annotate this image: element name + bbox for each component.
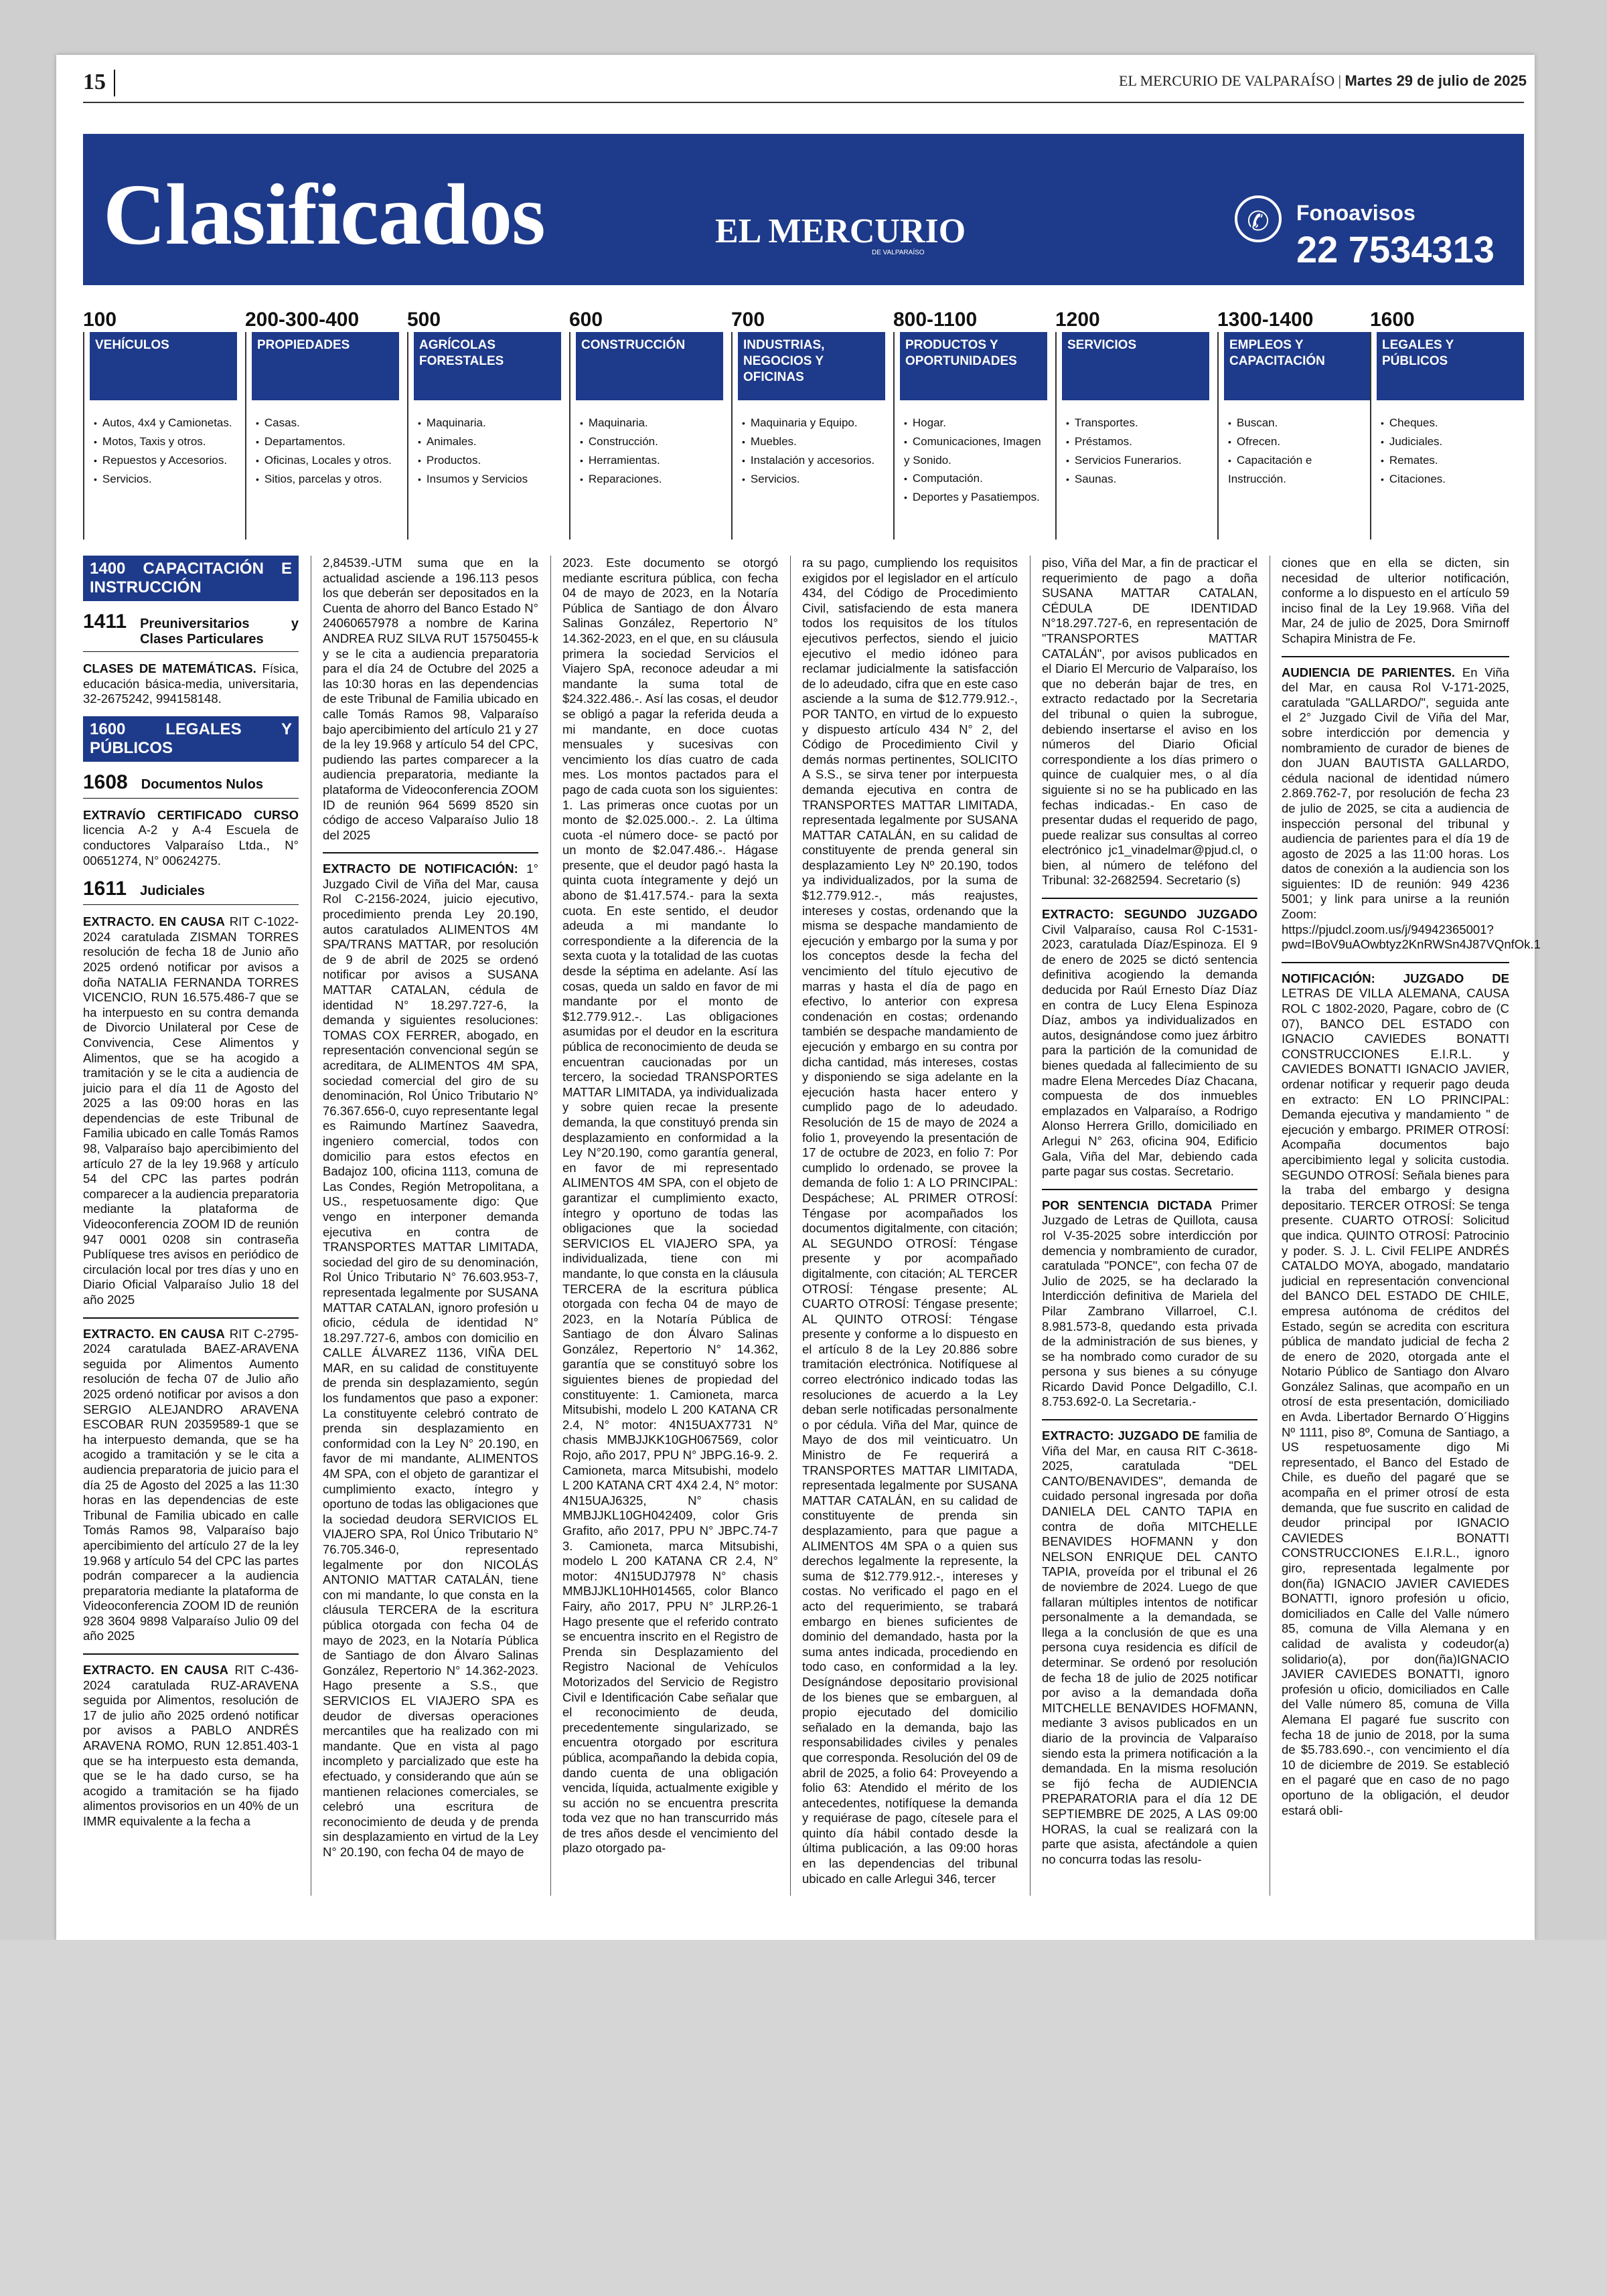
section-divider xyxy=(1055,332,1057,540)
section-item: • Sitios, parcelas y otros. xyxy=(256,470,399,489)
section-items xyxy=(1228,414,1371,488)
legal-notice: 2,84539.-UTM suma que en la actualidad asciende a 196.113 pesos los que deberán ser depositados en la Cuenta de ahorro del Banco Estado N° 24060657978 a nombre de Karina ANDREA RUZ SILVA RUT 15750455-k y se le cita a audiencia preparatoria para el día 24 de Octubre del 2025 a las 10:30 horas en las dependencias de este Tribunal de Familia ubicado en calle Tomás Ramos 98, Valparaíso bajo apercibimiento del artículo 21 y 27 de la ley 19.968 y artículo 54 del CPC, pudiendo las partes comparecer a la audiencia preparatoria, mediante la plataforma de Videoconferencia ZOOM ID de reunión 964 5699 8520 sin código de acceso Valparaíso Julio 18 del 2025 xyxy=(323,556,538,842)
section-item: • Maquinaria. xyxy=(418,414,561,432)
notice-text: Civil Valparaíso, causa Rol C-1531-2023, caratulada Díaz/Espinoza. El 9 de enero de 2025 se dictó sentencia definitiva acogiendo la demanda deducida por Raúl Ernesto Díaz Díaz en contra de Lucy Elena Espinoza Díaz, ambos ya individualizados en autos, designándose como juez árbitro para la partición de la comunidad de bienes quedada al fallecimiento de su madre Elena Mercedes Díaz Chacana, compuesta de dos inmuebles emplazados en Valparaíso, a Rodrigo Alonso Herrera Grillo, domiciliado en Arlegui N° 263, oficina 904, Edificio Gala, Viña del Mar, debiendo cada parte pagar sus costas. Secretario. xyxy=(1042,922,1257,1179)
column-rule xyxy=(550,556,551,1896)
section-agricolas xyxy=(407,308,561,489)
notice-divider xyxy=(1042,1419,1257,1420)
section-construccion xyxy=(569,308,723,489)
section-code: 200-300-400 xyxy=(245,309,360,331)
legal-notice xyxy=(1042,1198,1257,1410)
section-name: LEGALES Y PÚBLICOS xyxy=(1377,332,1524,400)
section-item: • Productos. xyxy=(418,451,561,470)
section-item: • Cheques. xyxy=(1381,414,1524,432)
issue-date: Martes 29 de julio de 2025 xyxy=(1345,72,1527,89)
column-rule xyxy=(790,556,791,1896)
section-divider xyxy=(245,332,246,540)
section-divider xyxy=(1370,332,1371,540)
section-item: • Oficinas, Locales y otros. xyxy=(256,451,399,470)
section-item: • Comunicaciones, Imagen y Sonido. xyxy=(904,432,1047,469)
notice-text: RIT C-436-2024 caratulada RUZ-ARAVENA seguida por Alimentos, resolución de 17 de julio año 2025 ordenó notificar por avisos a PABLO ANDRÉS ARAVENA ROMO, RUN 12.851.403-1 que se ha interpuesto esta demanda, que se le ha dado curso, se ha acogido a tramitación se ha fijado alimentos provisorios en un 40% de un IMMR equivalente a la fecha a xyxy=(83,1663,299,1828)
section-code: 700 xyxy=(731,309,765,331)
section-name: AGRÍCOLAS FORESTALES xyxy=(414,332,561,400)
section-code: 1200 xyxy=(1055,309,1100,331)
section-item: • Herramientas. xyxy=(580,451,723,470)
ad-lead: EXTRAVÍO CERTIFICADO CURSO xyxy=(83,807,299,822)
section-empleos xyxy=(1217,308,1371,488)
column-6 xyxy=(1282,556,1541,1896)
section-item: • Instalación y accesorios. xyxy=(742,451,885,470)
classified-ad xyxy=(83,808,299,868)
subcategory-header xyxy=(83,878,299,905)
category-header: 1400 CAPACITACIÓN E INSTRUCCIÓN xyxy=(83,556,299,601)
newspaper-name: EL MERCURIO DE VALPARAÍSO xyxy=(1119,72,1335,89)
subcategory-code: 1608 xyxy=(83,770,128,793)
notice-text: 1° Juzgado Civil de Viña del Mar, causa Rol C-2156-2024, juicio ejecutivo, procedimiento prenda Ley 20.190, autos caratulados ALIMENTOS 4M SPA/TRANS MATTAR, por resolución de 9 de abril de 2025 se ordenó notificar por avisos a SUSANA MATTAR CATALAN, cédula de identidad N° 18.297.727-6, la demanda y siguientes resoluciones: TOMAS COX FERRER, abogado, en representación convencional según se acreditara, de ALIMENTOS 4M SPA, sociedad comercial del giro de su denominación, Rol Único Tributario N° 76.367.656-0, cuyo representante legal es Raimundo Martínez Saavedra, ingeniero comercial, todos con domicilio para estos efectos en Badajoz 100, oficina 1113, comuna de Las Condes, Región Metropolitana, a US., respetuosamente digo: Que vengo en interponer demanda ejecutiva en contra de TRANSPORTES MATTAR LIMITADA, sociedad del giro de su denominación, Rol Único Tributario N° 76.603.953-7, representada legalmente por SUSANA MATTAR CATALAN, ignoro profesión u oficio, cédula de identidad N° 18.297.727-6, ambos con domicilio en CALLE ÁLVAREZ 1136, VIÑA DEL MAR, en su calidad de constituyente de prenda sin desplazamiento, según los fundamentos que paso a exponer: La constituyente celebró contrato de prenda sin desplazamiento en conformidad con la Ley N° 20.190, en favor de mi mandante, ALIMENTOS 4M SPA, con el objeto de garantizar el cumplimiento exacto, íntegro y oportuno de todas las obligaciones que la sociedad deudora SERVICIOS EL VIAJERO SPA, Rol Único Tributario N° 76.705.346-0, representado legalmente por don NICOLÁS ANTONIO MATTAR CATALÁN, tiene con mi mandante, lo que consta en la cláusula TERCERA de la escritura pública otorgada con fecha 04 de mayo de 2023, en la Notaría Pública de Santiago de don Álvaro Salinas González, Repertorio N° 14.362-2023. Hago presente a S.S., que SERVICIOS EL VIAJERO SPA es deudor de diversas operaciones mercantiles que ha realizado con mi mandante. Que en vista al pago incompleto y parcializado que este ha efectuado, y considerando que aún se mantienen relaciones comerciales, se celebró una escritura de reconocimiento de deuda y de prenda sin desplazamiento en virtud de la Ley N° 20.190, con fecha 04 de mayo de xyxy=(323,862,538,1859)
section-item: • Hogar. xyxy=(904,414,1047,432)
section-items xyxy=(256,414,399,489)
category-header: 1600 LEGALES Y PÚBLICOS xyxy=(83,716,299,762)
column-2 xyxy=(323,556,538,1896)
notice-lead: EXTRACTO. EN CAUSA xyxy=(83,914,225,929)
section-items xyxy=(1066,414,1209,489)
legal-notice xyxy=(83,1327,299,1644)
section-item: • Construcción. xyxy=(580,432,723,451)
notice-divider xyxy=(323,852,538,853)
section-item: • Maquinaria. xyxy=(580,414,723,432)
section-name: PRODUCTOS Y OPORTUNIDADES xyxy=(900,332,1047,400)
notice-lead: EXTRACTO: JUZGADO DE xyxy=(1042,1428,1200,1443)
notice-divider xyxy=(83,1653,299,1655)
column-5 xyxy=(1042,556,1257,1896)
section-vehiculos xyxy=(83,308,237,489)
notice-lead: NOTIFICACIÓN: JUZGADO DE xyxy=(1282,971,1509,985)
section-item: • Maquinaria y Equipo. xyxy=(742,414,885,432)
legal-notice xyxy=(1282,971,1509,1818)
section-item: • Transportes. xyxy=(1066,414,1209,432)
section-item: • Insumos y Servicios xyxy=(418,470,561,489)
legal-notice xyxy=(1282,665,1541,953)
section-code: 800-1100 xyxy=(893,309,978,331)
section-code: 100 xyxy=(83,309,117,331)
section-item: • Autos, 4x4 y Camionetas. xyxy=(94,414,237,432)
section-code: 600 xyxy=(569,309,603,331)
section-item: • Computación. xyxy=(904,469,1047,488)
section-item: • Préstamos. xyxy=(1066,432,1209,451)
section-productos xyxy=(893,308,1047,507)
notice-divider xyxy=(1042,1189,1257,1190)
section-item: • Buscan. xyxy=(1228,414,1371,432)
newspaper-logo: EL MERCURIO xyxy=(715,212,966,250)
section-code: 1300-1400 xyxy=(1217,309,1314,331)
section-item: • Servicios. xyxy=(94,470,237,489)
legal-notice xyxy=(1042,1428,1257,1867)
legal-notice xyxy=(83,1663,299,1829)
phone-label: Fonoavisos xyxy=(1296,201,1415,225)
section-item: • Capacitación e Instrucción. xyxy=(1228,451,1371,488)
section-items xyxy=(904,414,1047,507)
section-divider xyxy=(893,332,895,540)
section-name: EMPLEOS Y CAPACITACIÓN xyxy=(1224,332,1371,400)
subcategory-title: Preuniversitarios y Clases Particulares xyxy=(140,617,299,647)
ad-lead: CLASES DE MATEMÁTICAS. xyxy=(83,661,256,675)
classifieds-banner xyxy=(83,134,1524,285)
section-item: • Remates. xyxy=(1381,451,1524,470)
section-name: CONSTRUCCIÓN xyxy=(576,332,723,400)
notice-lead: EXTRACTO. EN CAUSA xyxy=(83,1663,229,1677)
notice-lead: EXTRACTO DE NOTIFICACIÓN: xyxy=(323,862,518,876)
column-3 xyxy=(562,556,778,1896)
section-item: • Ofrecen. xyxy=(1228,432,1371,451)
page-number-divider xyxy=(114,70,115,96)
notice-divider xyxy=(83,1317,299,1319)
section-divider xyxy=(731,332,733,540)
section-item: • Judiciales. xyxy=(1381,432,1524,451)
notice-text: RIT C-1022-2024 caratulada ZISMAN TORRES resolución de fecha 18 de Junio año 2025 ordenó notificar por avisos a doña NATALIA FERNANDA TORRES VICENCIO, RUN 16.575.486-7 que se ha interpuesto en su contra demanda de Divorcio Unilateral por Cese de Convivencia, Cese Alimentos y Alimentos, que se ha acogido a tramitación y se le cita a audiencia de juicio para el día 11 de Agosto del 2025 a las 09:00 horas en las dependencias de este Tribunal de Familia ubicado en calle Tomás Ramos 98, Valparaíso bajo apercibimiento del artículo 27 de la ley 19.968 y artículo 54 del CPC las partes podrán comparecer a la audiencia preparatoria mediante la plataforma de Videoconferencia ZOOM ID de reunión 947 0001 0208 sin contraseña Publíquese tres avisos en periódico de circulación local por tres días y uno en Diario Oficial Valparaíso Julio 18 del año 2025 xyxy=(83,914,299,1307)
phone-icon: ✆ xyxy=(1235,195,1282,242)
notice-lead: AUDIENCIA DE PARIENTES. xyxy=(1282,665,1456,679)
newspaper-logo-sub: DE VALPARAÍSO xyxy=(872,249,925,256)
subcategory-header xyxy=(83,610,299,652)
section-name: INDUSTRIAS, NEGOCIOS Y OFICINAS xyxy=(738,332,885,400)
page-number: 15 xyxy=(83,70,106,94)
section-item: • Servicios Funerarios. xyxy=(1066,451,1209,470)
section-item: • Citaciones. xyxy=(1381,470,1524,489)
notice-text: En Viña del Mar, en causa Rol V-171-2025, caratulada "GALLARDO/", seguida ante el 2° Juzgado Civil de Viña del Mar, sobre interdicción por demencia y nombramiento de curador de bienes de don JUAN BAUTISTA GALLARDO, cédula nacional de identidad número 2.869.762-7, por resolución de fecha 23 de julio de 2025, se cita a audiencia de inspección personal del tribunal y audiencia de parientes para el día 19 de agosto de 2025 a las 11:00 horas. Los datos de conexión a la audiencia son los siguientes: ID de reunión: 949 4236 5001; y link para unirse a la reunión Zoom: https://pjudcl.zoom.us/j/94942365001?pwd=IBoV9uAOwbtyz2KnRWSn4J87VQnfOk.1 xyxy=(1282,665,1541,952)
classified-ad xyxy=(83,661,299,707)
notice-text: familia de Viña del Mar, en causa RIT C-3618-2025, caratulada "DEL CANTO/BENAVIDES", demanda de cuidado personal ingresada por doña DANIELA DEL CANTO TAPIA en contra de doña MITCHELLE BENAVIDES HOFMANN y don NELSON ENRIQUE DEL CANTO TAPIA, proveída por el tribunal el 26 de noviembre de 2024. Luego de que fallaran múltiples intentos de notificar personalmente a la demandada, se llega a la conclusión de que es una persona cuya residencia es difícil de determinar. Se ordenó por resolución de fecha 18 de julio de 2025 notificar por aviso a la demandada doña MITCHELLE BENAVIDES HOFMANN, mediante 3 avisos publicados en un diario de la provincia de Valparaíso siendo esta la primera notificación a la demandada. En la misma resolución se fijó fecha de AUDIENCIA PREPARATORIA para el día 12 DE SEPTIEMBRE DE 2025, A LAS 09:00 HORAS, la cual se realizará con la parte que asista, afectándole a quien no concurra todas las resolu- xyxy=(1042,1428,1257,1866)
section-item: • Motos, Taxis y otros. xyxy=(94,432,237,451)
section-items xyxy=(1381,414,1524,489)
subcategory-code: 1611 xyxy=(83,878,127,900)
phone-number: 22 7534313 xyxy=(1296,228,1495,270)
section-name: PROPIEDADES xyxy=(252,332,399,400)
section-item: • Saunas. xyxy=(1066,470,1209,489)
running-header: EL MERCURIO DE VALPARAÍSO | Martes 29 de julio de 2025 xyxy=(1119,72,1527,89)
section-divider xyxy=(569,332,570,540)
section-industrias xyxy=(731,308,885,489)
subcategory-code: 1411 xyxy=(83,610,127,633)
background-area xyxy=(0,1940,1607,2296)
section-item: • Deportes y Pasatiempos. xyxy=(904,488,1047,507)
section-divider xyxy=(407,332,408,540)
section-item: • Repuestos y Accesorios. xyxy=(94,451,237,470)
section-item: • Muebles. xyxy=(742,432,885,451)
legal-notice: piso, Viña del Mar, a fin de practicar el requerimiento de pago a doña SUSANA MATTAR CATALAN, CÉDULA DE IDENTIDAD N°18.297.727-6, en representación de "TRANSPORTES MATTAR CATALÁN", por avisos publicados en el Diario El Mercurio de Valparaíso, los que no deberán bajar de tres, en extracto redactado por la Secretaria del tribunal o quien la subrogue, debiendo insertarse el aviso en los números del Diario Oficial correspondiente a los días primero o quince de cualquier mes, o al día siguiente si no se ha publicado en las fechas indicadas.- En caso de presentar dudas el requerido de pago, puede realizar sus consultas al correo electrónico jc1_vinadelmar@pjud.cl, o bien, al número de teléfono del Tribunal: 32-2682594. Secretario (s) xyxy=(1042,556,1257,888)
section-code: 500 xyxy=(407,309,441,331)
section-items xyxy=(94,414,237,489)
notice-divider xyxy=(1282,656,1509,657)
section-item: • Casas. xyxy=(256,414,399,432)
ad-text: licencia A-2 y A-4 Escuela de conductores Valparaíso Ltda., N° 00651274, N° 00624275. xyxy=(83,823,299,868)
legal-notice: ciones que en ella se dicten, sin necesidad de ulterior notificación, conforme a lo dispuesto en el artículo 59 inciso final de la Ley 19.968. Viña del Mar, 24 de julio de 2025, Dora Smirnoff Schapira Ministra de Fe. xyxy=(1282,556,1509,645)
subcategory-header xyxy=(83,771,299,799)
legal-notice xyxy=(1042,907,1257,1179)
notice-lead: POR SENTENCIA DICTADA xyxy=(1042,1198,1213,1212)
section-propiedades xyxy=(245,308,399,489)
notice-text: RIT C-2795-2024 caratulada BAEZ-ARAVENA seguida por Alimentos Aumento resolución de fecha 07 de Julio año 2025 ordenó notificar por avisos a don SERGIO ALEJANDRO ARAVENA ESCOBAR RUN 20359589-1 que se ha interpuesto demanda, que se ha acogido a tramitación y se le cita a audiencia preparatoria de juicio para el día 25 de Agosto del 2025 a las 11:30 horas en las dependencias de este Tribunal de Familia ubicado en calle Tomás Ramos 98, Valparaíso bajo apercibimiento del artículo 27 de la ley 19.968 y artículo 54 del CPC las partes podrán comparecer a la audiencia preparatoria mediante la plataforma de Videoconferencia ZOOM ID de reunión 928 3604 9898 Valparaíso Julio 09 del año 2025 xyxy=(83,1326,299,1643)
subcategory-title: Documentos Nulos xyxy=(141,776,263,792)
section-item: • Servicios. xyxy=(742,470,885,489)
legal-notice: 2023. Este documento se otorgó mediante escritura pública, con fecha 04 de mayo de 2023, en la Notaría Pública de Santiago de don Álvaro Salinas González, Repertorio N° 14.362-2023, en el que, en su cláusula primera la sociedad Servicios el Viajero SpA, reconoce adeudar a mi mandante la suma total de $24.322.486.-. Así las cosas, el deudor se obligó a pagar la referida deuda a mi mandante, en doce cuotas mensuales y sucesivas con vencimiento los días cuatro de cada mes. Los montos pactados para el pago de cada cuota son los siguientes: 1. Las primeras once cuotas por un monto de $2.025.000.-. 2. La última cuota -el número doce- se pactó por un monto de $2.047.486.-. Hágase presente, que el deudor pagó hasta la quinta cuota íntegramente y dejó un abono de $1.417.574.- para la sexta cuota. En este sentido, el deudor adeuda a mi mandante lo correspondiente a la diferencia de la sexta cuota y la totalidad de las cuotas desde la séptima en adelante. Así las cosas, queda un saldo en favor de mi mandante por el monto de $12.779.912.-. Las obligaciones asumidas por el deudor en la escritura pública de reconocimiento de deuda se encuentran caucionadas por un tercero, la sociedad TRANSPORTES MATTAR LIMITADA, ya individualizada y sobre quien recae la presente demanda, la que constituyó prenda sin desplazamiento en conformidad a la Ley N°20.190, como garantía general, en favor de mi representado ALIMENTOS 4M SPA, con el objeto de garantizar el cumplimiento exacto, íntegro y oportuno de todas las obligaciones que la sociedad SERVICIOS EL VIAJERO SPA, ya individualizada, tiene con mi mandante, lo que consta en la cláusula TERCERA de la escritura pública otorgada con fecha 04 de mayo de 2023, en la Notaría Pública de Santiago de don Álvaro Salinas González, Repertorio N° 14.362, garantía que se constituyó sobre los siguientes bienes de propiedad del constituyente: 1. Camioneta, marca Mitsubishi, modelo L 200 KATANA CR 2.4, N° motor: 4N15UAX7731 N° chasis MMBJJKK10GH067569, color Rojo, año 2017, PPU N° JBPG.16-9. 2. Camioneta, marca Mitsubishi, modelo L 200 KATANA CRT 4X4 2.4, N° motor: 4N15UAJ6325, N° chasis MMBJJKL10GH042409, color Gris Grafito, año 2017, PPU N° JBPC.74-7 3. Camioneta, marca Mitsubishi, modelo L 200 KATANA CR 2.4, N° motor: 4N15UDJ7978 N° chasis MMBJJKL10HH014565, color Blanco Fairy, año 2017, PPU N° JLRP.26-1 Hago presente que el referido contrato se encuentra inscrito en el Registro de Prenda sin Desplazamiento del Registro Nacional de Vehículos Motorizados del Servicio de Registro Civil e Identificación Cabe señalar que el reconocimiento de deuda, precedentemente singularizado, se encuentra otorgado por escritura pública, acompañando la debida copia, dando cuenta de una obligación vencida, líquida, actualmente exigible y su acción no se encuentra prescrita toda vez que no han transcurrido más de tres años desde el vencimiento del plazo otorgado pa- xyxy=(562,556,778,1856)
section-item: • Animales. xyxy=(418,432,561,451)
section-item: • Reparaciones. xyxy=(580,470,723,489)
notice-divider xyxy=(1042,898,1257,899)
section-name: VEHÍCULOS xyxy=(90,332,237,400)
banner-title: Clasificados xyxy=(103,167,545,263)
section-divider xyxy=(1217,332,1219,540)
legal-notice xyxy=(323,862,538,1860)
section-servicios xyxy=(1055,308,1209,489)
section-item: • Departamentos. xyxy=(256,432,399,451)
column-1 xyxy=(83,556,299,1896)
subcategory-title: Judiciales xyxy=(140,884,205,899)
section-legales xyxy=(1370,308,1524,489)
notice-lead: EXTRACTO. EN CAUSA xyxy=(83,1326,225,1341)
section-items xyxy=(418,414,561,489)
notice-text: LETRAS DE VILLA ALEMANA, CAUSA ROL C 1802-2020, Pagare, cobro de (C 07), BANCO DEL ESTADO con IGNACIO CAVIEDES BONATTI CONSTRUCCIONES E.I.R.L. y CAVIEDES BONATTI IGNACIO JAVIER, ordenar notificar y requerir pago deuda en extracto: EN LO PRINCIPAL: Demanda ejecutiva y mandamiento " de ejecución y embargo. PRIMER OTROSÍ: Acompaña documentos bajo apercibimiento legal y solicita custodia. SEGUNDO OTROSÍ: Señala bienes para la traba del embargo y designa depositario. TERCER OTROSÍ: Se tenga presente. CUARTO OTROSÍ: Solicitud que indica. QUINTO OTROSÍ: Patrocinio y poder. S. J. L. Civil FELIPE ANDRÉS CATALDO MOYA, abogado, mandatario judicial en representación convencional del BANCO DEL ESTADO DE CHILE, empresa autónoma de créditos del Estado, según se acredita con escritura pública de mandato judicial de fecha 2 de enero de 2020, otorgada ante el Notario Público de Santiago don Alvaro González Salinas, que acompaño en un otrosí de esta presentación, domiciliado en Avda. Libertador Bernardo O´Higgins Nº 1111, piso 8º, Comuna de Santiago, a US respetuosamente digo Mi representado, el Banco del Estado de Chile, es dueño del pagaré que se acompaña en el primer otrosí de esta demanda, que fue suscrito en calidad de deudor principal por IGNACIO CAVIEDES BONATTI CONSTRUCCIONES E.I.R.L., ignoro giro, representada legalmente por don(ña) IGNACIO JAVIER CAVIEDES BONATTI, ignoro profesión u oficio, domiciliados en Calle del Valle número 85, comuna de Villa Alemana y en calidad de avalista y codeudor(a) solidario(a), por don(ña)IGNACIO JAVIER CAVIEDES BONATTI, ignoro profesión u oficio, domiciliados en Calle del Valle número 85, comuna de Villa Alemana El pagaré fue suscrito con fecha 18 de junio de 2018, por la suma de $5.783.690.-, con vencimiento el día 10 de diciembre de 2019. Se estableció en el pagaré que en caso de no pago oportuno de la obligación, el deudor estará obli- xyxy=(1282,986,1509,1817)
column-4 xyxy=(802,556,1018,1896)
notice-divider xyxy=(1282,962,1509,963)
header-rule xyxy=(83,102,1524,103)
section-code: 1600 xyxy=(1370,309,1415,331)
section-divider xyxy=(83,332,84,540)
notice-lead: EXTRACTO: SEGUNDO JUZGADO xyxy=(1042,907,1257,922)
ad-text: Física, educación básica-media, universitaria, 32-2675242, 994158148. xyxy=(83,661,299,706)
legal-notice xyxy=(83,914,299,1307)
section-name: SERVICIOS xyxy=(1062,332,1209,400)
notice-text: Primer Juzgado de Letras de Quillota, causa rol V-35-2025 sobre interdicción por demencia y nombramiento de curador, caratulada "PONCE", con fecha 07 de Julio de 2025, se ha declarado la Interdicción definitiva de Mariela del Pilar Zambrano Villarroel, C.I. 8.981.573-8, quedando esta privada de la administración de sus bienes, y se ha nombrado como curador de su persona y sus bienes a su cónyuge Ricardo David Ponce Delgadillo, C.I. 8.753.692-0. La Secretaria.- xyxy=(1042,1198,1257,1409)
section-items xyxy=(742,414,885,489)
section-items xyxy=(580,414,723,489)
legal-notice: ra su pago, cumpliendo los requisitos exigidos por el legislador en el artículo 434, del Código de Procedimiento Civil, satisfaciendo de esta manera todos los requisitos de los títulos ejecutivos perfectos, siendo el juicio ejecutivo el medio idóneo para reclamar judicialmente la satisfacción de lo adeudado, cifra que en este caso asciende a la suma de $12.779.912.-, POR TANTO, en virtud de lo expuesto y dispuesto artículo 434 N° 2, del Código de Procedimiento Civil y demás normas pertinentes, SOLICITO A S.S., se sirva tener por interpuesta demanda ejecutiva en contra de TRANSPORTES MATTAR LIMITADA, representada legalmente por SUSANA MATTAR CATALÁN, en su calidad de constituyente de prenda general sin desplazamiento Ley Nº 20.190, todos ya individualizados, por la suma de $12.779.912.-, más reajustes, intereses y costas, ordenando que la misma se despache mandamiento de ejecución y embargo por la suma y por los conceptos desde la fecha del vencimiento del título ejecutivo de marras y hasta el día de pago en efectivo, lo anterior con expresa condenación en costas; ordenando también se despache mandamiento de ejecución y embargo en su contra por dicha cantidad, más intereses, costas y disponiendo se siga adelante en la ejecución hasta hacer entero y cumplido pago de lo adeudado. Resolución de 15 de mayo de 2024 a folio 1, proveyendo la presentación de 17 de octubre de 2023, en folio 7: Por cumplido lo ordenado, se provee la demanda de folio 1: A LO PRINCIPAL: Despáchese; AL PRIMER OTROSÍ: Téngase por acompañados los documentos digitalmente, con citación; AL SEGUNDO OTROSÍ: Téngase presente y por acompañado digitalmente, con citación; AL TERCER OTROSÍ: Téngase presente; AL CUARTO OTROSÍ: Téngase presente; AL QUINTO OTROSÍ: Téngase presente y conforme a lo dispuesto en el artículo 8 de la Ley 20.886 sobre tramitación electrónica. Notifíquese al correo electrónico indicado todas las resoluciones de acuerdo a la Ley deban serle notificadas personalmente o por cédula. Viña del Mar, quince de Mayo de dos mil veinticuatro. Un Ministro de Fe requerirá a TRANSPORTES MATTAR LIMITADA, representada legalmente por SUSANA MATTAR CATALÁN, en su calidad de constituyente de prenda sin desplazamiento, para que pague a ALIMENTOS 4M SPA o a quien sus derechos legalmente la represente, la suma de $12.779.912.-, intereses y costas. No verificado el pago en el acto del requerimiento, se trabará embargo en bienes suficientes de dominio del demandado, hasta por la suma antes indicada, procediendo en todo caso, en conformidad a la ley. Desígnándose depositario provisional de los bienes que se embarguen, al propio ejecutado del domicilio señalado en la demanda, bajo las responsabilidades civiles y penales que corresponda. Resolución del 09 de abril de 2025, a folio 64: Proveyendo a folio 63: Atendido el mérito de los antecedentes, notifíquese la demanda y requiérase de pago, cítesele para el quinto día hábil contado desde la última publicación, a las 09:00 horas en las dependencias del tribunal ubicado en calle Arlegui 346, tercer xyxy=(802,556,1018,1886)
